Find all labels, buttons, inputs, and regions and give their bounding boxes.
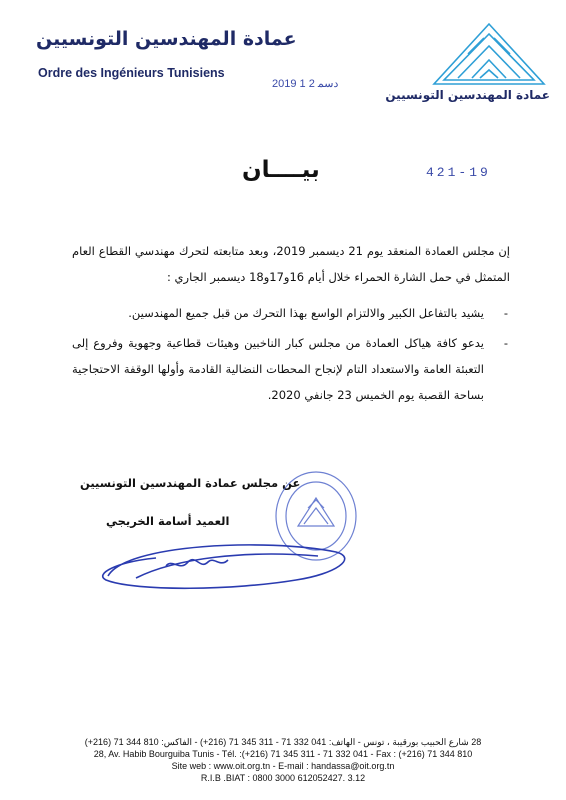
list-item-text: يشيد بالتفاعل الكبير والالتزام الواسع بهذا التحرك من قبل جميع المهندسين. xyxy=(128,306,484,320)
list-item xyxy=(72,300,510,326)
letterhead-footer xyxy=(0,736,566,784)
org-name-french: Ordre des Ingénieurs Tunisiens xyxy=(38,66,225,80)
list-item-text: يدعو كافة هياكل العمادة من مجلس كبار الناخبين وهيئات قطاعية وجهوية وفروع إلى التعبئة العامة والاستعداد التام لإنجاح المحطات النضالية القادمة وأولها الوقفة الاحتجاجية بساحة القصبة يوم الخميس 23 جانفي 2020. xyxy=(72,336,484,402)
list-item xyxy=(72,330,510,408)
document-title: بيــــان xyxy=(242,157,320,183)
logo-caption: عمادة المهندسين التونسيين xyxy=(385,88,550,102)
footer-address-arabic: 28 شارع الحبيب بورقيبة ، تونس - الهاتف: 041 332 71 - 311 345 71 (216+) - الفاكس: 810 344 71 (216+) xyxy=(84,737,482,747)
reference-number: 421-19 xyxy=(426,165,491,180)
footer-address-french: 28, Av. Habib Bourguiba Tunis - Tél. :(+216) 71 345 311 - 71 332 041 - Fax : (+216) 71 344 810 xyxy=(93,749,473,759)
signer-name: العميد أسامة الخريجي xyxy=(106,514,230,528)
date-stamp: 2019 دﺳﻤ 2 1 xyxy=(272,78,339,90)
statement-points xyxy=(72,300,510,408)
oit-logo xyxy=(385,20,550,112)
handwritten-signature xyxy=(96,536,356,592)
org-name-arabic: عمادة المهندسين التونسيين xyxy=(36,28,297,50)
signature-on-behalf: عن مجلس عمادة المهندسين التونسيين xyxy=(80,476,301,490)
footer-bank-rib: R.I.B .BIAT : 0800 3000 612052427. 3.12 xyxy=(200,773,366,783)
list-bullet: - xyxy=(503,336,508,350)
statement-intro: إن مجلس العمادة المنعقد يوم 21 ديسمبر 2019، وبعد متابعته لتحرك مهندسي القطاع العام المتمثل في حمل الشارة الحمراء خلال أيام 16و17و18 ديسمبر الجاري : xyxy=(72,244,510,284)
signature-icon xyxy=(96,536,356,592)
statement-body xyxy=(72,238,510,412)
list-bullet: - xyxy=(503,306,508,320)
footer-website-email: Site web : www.oit.org.tn - E-mail : handassa@oit.org.tn xyxy=(171,761,395,771)
triangle-logo-icon xyxy=(428,20,550,88)
